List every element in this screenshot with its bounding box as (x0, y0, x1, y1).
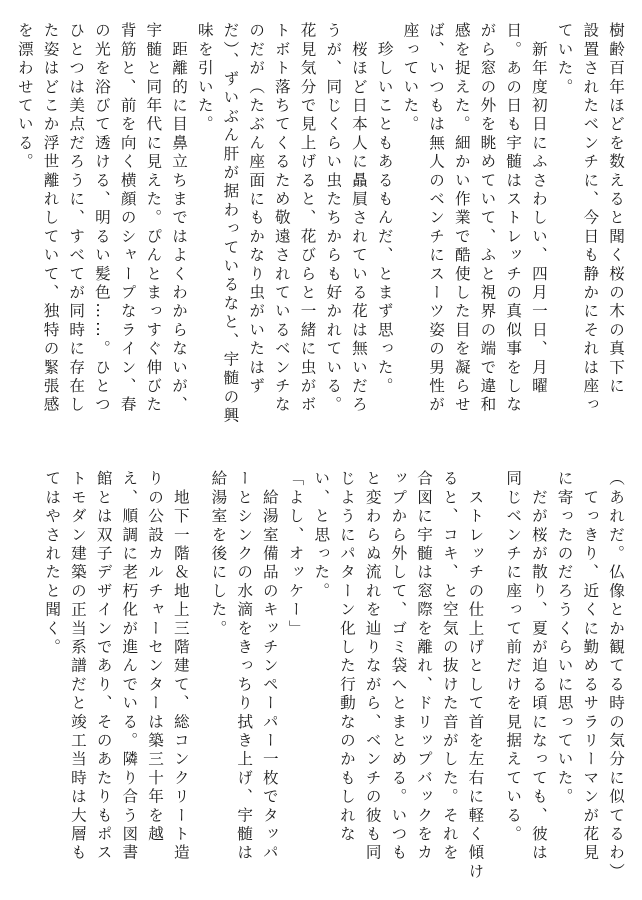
text-line: 樹齢百年ほどを数えると聞く桜の木の真下に (607, 22, 625, 396)
text-line: た姿はどこか浮世離れしていて、独特の緊張感 (41, 22, 60, 415)
text-line: うが、同じくらい虫たちからも好かれている。 (324, 22, 343, 415)
text-line: じようにパターン化した行動なのかもしれな (337, 470, 356, 844)
text-line: 給湯室を後にした。 (209, 470, 228, 639)
text-line: 新年度初日にふさわしい、四月一日、月曜 (529, 22, 548, 396)
text-line: てはやされたと聞く。 (43, 470, 62, 657)
text-line: え、順調に老朽化が進んでいる。隣り合う図書 (120, 470, 139, 863)
text-line: ーとシンクの水滴をきっちり拭き上げ、宇髄は (235, 470, 254, 863)
text-line: 設置されたベンチに、今日も静かにそれは座っ (581, 22, 600, 415)
text-line: トボト落ちてくるため敬遠されているベンチな (272, 22, 291, 415)
text-line: を漂わせている。 (15, 22, 34, 172)
upper-text-block (11, 22, 628, 462)
text-line: ていた。 (555, 22, 574, 97)
text-line: 味を引いた。 (195, 22, 214, 135)
text-line: 同じベンチに座って前だけを見据えている。 (504, 470, 523, 844)
text-line: 花見気分で見上げると、花びらと一緒に虫がボ (298, 22, 317, 415)
text-line: ップから外して、ゴミ袋へとまとめる。いつも (389, 470, 408, 863)
text-line: ひとつは美点だろうに、すべてが同時に存在し (67, 22, 86, 415)
text-line: と変わらぬ流れを辿りながら、ベンチの彼も同 (363, 470, 382, 863)
blank-line (487, 470, 499, 880)
text-line: トモダン建築の正当系譜だと竣工当時は大層も (68, 470, 87, 863)
text-line: 地下一階＆地上三階建て、総コンクリート造 (171, 470, 190, 863)
text-line: い、と思った。 (312, 470, 331, 601)
text-line: のだが（たぶん座面にもかなり虫がいたはず (247, 22, 266, 396)
text-line: に寄ったのだろうくらいに思っていた。 (555, 470, 574, 807)
text-line: ストレッチの仕上げとして首を左右に軽く傾け (466, 470, 485, 882)
text-line: がら窓の外を眺めていて、ふと視界の端で違和 (478, 22, 497, 415)
text-line: の光を浴びて透ける、明るい髪色……。ひとつ (92, 22, 111, 415)
text-line: （あれだ。仏像とか観てる時の気分に似てるわ） (607, 470, 625, 882)
text-line: 館とは双子デザインであり、そのあたりもポス (94, 470, 113, 863)
text-line: 座っていた。 (401, 22, 420, 135)
text-line: 日。あの日も宇髄はストレッチの真似事をしな (504, 22, 523, 415)
text-line: 合図に宇髄は窓際を離れ、ドリップバックをカ (415, 470, 434, 863)
text-line: だ）、ずいぶん肝が据わっているなと、宇髄の興 (221, 22, 240, 426)
lower-text-block (39, 470, 628, 880)
text-line: ば、いつもは無人のベンチにスーツ姿の男性が (427, 22, 446, 415)
text-line: 感を捉えた。細かい作業で酷使した目を凝らせ (452, 22, 471, 415)
text-line: ると、コキ、と空気の抜けた音がした。それを (440, 470, 459, 863)
text-line: だが桜が散り、夏が迫る頃になっても、彼は (529, 470, 548, 863)
text-line: 距離的に目鼻立ちまではよくわからないが、 (170, 22, 189, 415)
text-line: てっきり、近くに勤めるサラリーマンが花見 (581, 470, 600, 863)
text-line: 背筋と、前を向く横顔のシャープなライン、春 (118, 22, 137, 415)
text-line: りの公設カルチャーセンターは築三十年を越 (146, 470, 165, 844)
text-line: 宇髄と同年代に見えた。ぴんとまっすぐ伸びた (144, 22, 163, 415)
text-line: 「よし、オッケー」 (286, 470, 305, 639)
text-line: 桜ほど日本人に贔屓されている花は無いだろ (349, 22, 368, 415)
blank-line (193, 470, 205, 880)
text-line: 珍しいこともあるもんだ、とまず思った。 (375, 22, 394, 396)
text-line: 給湯室備品のキッチンペーパー一枚でタッパ (260, 470, 279, 863)
